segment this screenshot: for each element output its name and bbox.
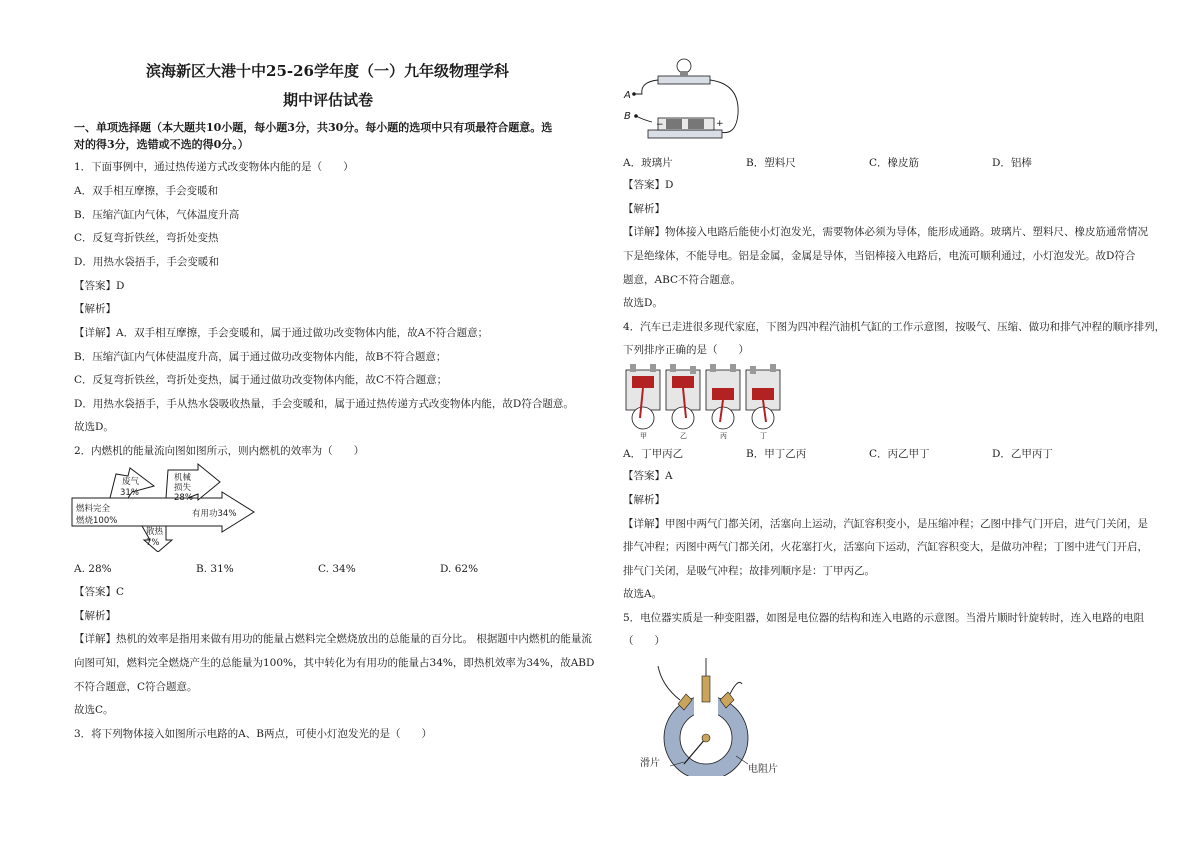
q4-answer: 【答案】A bbox=[623, 470, 673, 482]
terminal-b bbox=[634, 114, 638, 118]
q3-detail-line: 故选D。 bbox=[623, 297, 663, 309]
q2-detail-line: 不符合题意，C符合题意。 bbox=[74, 681, 198, 693]
q4-detail-line: 【详解】甲图中两气门都关闭，活塞向上运动，汽缸容积变小，是压缩冲程；乙图中排气门开启，进气门关闭，是 bbox=[623, 518, 1148, 530]
cylinder-yi bbox=[666, 364, 700, 429]
q2-option-a: A. 28% bbox=[74, 563, 112, 575]
q1-analysis-label: 【解析】 bbox=[74, 303, 116, 315]
q4-detail-line: 排气门关闭，是吸气冲程；故排列顺序是：丁甲丙乙。 bbox=[623, 565, 875, 577]
circuit-diagram bbox=[622, 56, 752, 146]
q1-answer: 【答案】D bbox=[74, 280, 125, 292]
q2-detail-line: 故选C。 bbox=[74, 704, 114, 716]
q1-detail-line: 故选D。 bbox=[74, 421, 114, 433]
energy-flow-diagram bbox=[70, 462, 260, 552]
exhaust-label: 废气 bbox=[122, 477, 140, 487]
q5-stem: （ ） bbox=[623, 635, 665, 647]
label-b: B bbox=[624, 111, 631, 122]
mech-loss-label: 机械 bbox=[174, 473, 192, 483]
q3-stem: 3．将下列物体接入如图所示电路的A、B两点，可使小灯泡发光的是（ ） bbox=[74, 728, 432, 740]
fuel-label: 燃料完全 bbox=[76, 504, 111, 514]
terminal-middle bbox=[702, 676, 710, 702]
q4-analysis-label: 【解析】 bbox=[623, 494, 665, 506]
lamp-base bbox=[658, 76, 710, 84]
q3-analysis-label: 【解析】 bbox=[623, 203, 665, 215]
q3-detail-line: 【详解】物体接入电路后能使小灯泡发光，需要物体必须为导体，能形成通路。玻璃片、塑料尺、橡皮筋通常情况 bbox=[623, 226, 1148, 238]
q2-option-c: C. 34% bbox=[318, 563, 356, 575]
q3-option-a: A．玻璃片 bbox=[623, 157, 673, 169]
cylinder-label: 甲 bbox=[640, 432, 647, 440]
q3-detail-line: 题意，ABC不符合题意。 bbox=[623, 274, 742, 286]
q3-detail-line: 下是绝缘体，不能导电。铝是金属，金属是导体，当铝棒接入电路后，电流可顺利通过，小灯泡发光。故D符合 bbox=[623, 250, 1136, 262]
bulb-icon bbox=[677, 59, 691, 73]
q2-option-b: B. 31% bbox=[196, 563, 234, 575]
q2-detail-line: 【详解】热机的效率是指用来做有用功的能量占燃料完全燃烧放出的总能量的百分比。 根据题中内燃机的能量流 bbox=[74, 633, 592, 645]
q4-detail-line: 排气冲程；丙图中两气门都关闭，火花塞打火，活塞向下运动，汽缸容积变大，是做功冲程；丁图中进气门开启， bbox=[623, 541, 1148, 553]
useful-work-label: 有用功34% bbox=[192, 509, 237, 519]
wire bbox=[658, 666, 680, 700]
exam-title-line2: 期中评估试卷 bbox=[283, 91, 374, 109]
battery-cell bbox=[666, 119, 682, 129]
engine-strokes-diagram bbox=[622, 362, 792, 440]
cylinder-label: 乙 bbox=[680, 432, 687, 440]
q5-stem: 5．电位器实质是一种变阻器，如图是电位器的结构和连入电路的示意图。当滑片顺时针旋转时，连入电路的电阻 bbox=[623, 612, 1145, 624]
section-heading-line2: 对的得3分，选错或不选的得0分。） bbox=[74, 138, 249, 151]
label-positive: + bbox=[716, 119, 724, 129]
q4-stem: 4．汽车已走进很多现代家庭，下图为四冲程汽油机气缸的工作示意图，按吸气、压缩、做功和排气冲程的顺序排列， bbox=[623, 321, 1166, 333]
q3-option-d: D．铝棒 bbox=[992, 157, 1032, 169]
mech-loss-label: 损失 bbox=[174, 483, 192, 493]
q1-option-c: C．反复弯折铁丝，弯折处变热 bbox=[74, 232, 219, 244]
q4-option-b: B．甲丁乙丙 bbox=[746, 448, 807, 460]
mech-loss-value: 28% bbox=[174, 493, 193, 503]
cylinder-label: 丁 bbox=[760, 432, 767, 440]
cylinder-ding bbox=[746, 364, 780, 429]
wire-a bbox=[634, 80, 658, 94]
bulb-socket bbox=[680, 71, 688, 76]
cylinder-bing bbox=[706, 364, 740, 429]
q1-detail-line: 【详解】A．双手相互摩擦，手会变暖和，属于通过做功改变物体内能，故A不符合题意； bbox=[74, 327, 489, 339]
label-a: A bbox=[624, 90, 631, 101]
heat-label: 散热 bbox=[146, 527, 164, 537]
heat-value: 7% bbox=[146, 538, 160, 548]
q4-option-c: C．丙乙甲丁 bbox=[869, 448, 930, 460]
q2-answer: 【答案】C bbox=[74, 586, 125, 598]
q1-stem: 1．下面事例中，通过热传递方式改变物体内能的是（ ） bbox=[74, 161, 354, 173]
q1-option-d: D．用热水袋捂手，手会变暖和 bbox=[74, 256, 219, 268]
q1-detail-line: C．反复弯折铁丝，弯折处变热，属于通过做功改变物体内能，故C不符合题意； bbox=[74, 374, 448, 386]
q3-option-c: C．橡皮筋 bbox=[869, 157, 920, 169]
q2-option-d: D. 62% bbox=[440, 563, 479, 575]
q1-detail-line: D．用热水袋捂手，手从热水袋吸收热量，手会变暖和，属于通过热传递方式改变物体内能，故D符合题意。 bbox=[74, 398, 574, 410]
section-heading-line1: 一、单项选择题（本大题共10小题，每小题3分，共30分。每小题的选项中只有项最符合题意。选 bbox=[74, 121, 553, 134]
terminal-a bbox=[632, 92, 636, 96]
q1-option-b: B．压缩汽缸内气体，气体温度升高 bbox=[74, 209, 240, 221]
wire-b bbox=[636, 116, 652, 122]
q3-option-b: B．塑料尺 bbox=[746, 157, 796, 169]
wire bbox=[730, 682, 742, 694]
q2-analysis-label: 【解析】 bbox=[74, 610, 116, 622]
q4-option-a: A．丁甲丙乙 bbox=[623, 448, 684, 460]
cylinder-label: 丙 bbox=[720, 432, 727, 440]
battery-base bbox=[648, 130, 722, 138]
q3-answer: 【答案】D bbox=[623, 179, 674, 191]
q2-detail-line: 向图可知，燃料完全燃烧产生的总能量为100%，其中转化为有用功的能量占34%，即热机效率为34%，故ABD bbox=[74, 657, 595, 669]
cylinder-jia bbox=[626, 364, 660, 429]
resistor-label: 电阻片 bbox=[748, 764, 778, 775]
q4-stem: 下列排序正确的是（ ） bbox=[623, 344, 749, 356]
slider-pivot bbox=[702, 734, 710, 742]
slider-label: 滑片 bbox=[640, 758, 660, 769]
exhaust-value: 31% bbox=[120, 488, 139, 498]
q1-option-a: A．双手相互摩擦，手会变暖和 bbox=[74, 185, 219, 197]
battery-cell bbox=[688, 119, 704, 129]
exam-title-line1: 滨海新区大港十中25-26学年度（一）九年级物理学科 bbox=[146, 62, 509, 80]
q4-option-d: D．乙甲丙丁 bbox=[992, 448, 1053, 460]
q2-stem: 2．内燃机的能量流向图如图所示，则内燃机的效率为（ ） bbox=[74, 445, 365, 457]
fuel-label: 燃烧100% bbox=[76, 516, 118, 526]
label-negative: − bbox=[656, 120, 664, 130]
q1-detail-line: B．压缩汽缸内气体使温度升高，属于通过做功改变物体内能，故B不符合题意； bbox=[74, 351, 447, 363]
potentiometer-diagram bbox=[640, 656, 800, 776]
q4-detail-line: 故选A。 bbox=[623, 588, 663, 600]
